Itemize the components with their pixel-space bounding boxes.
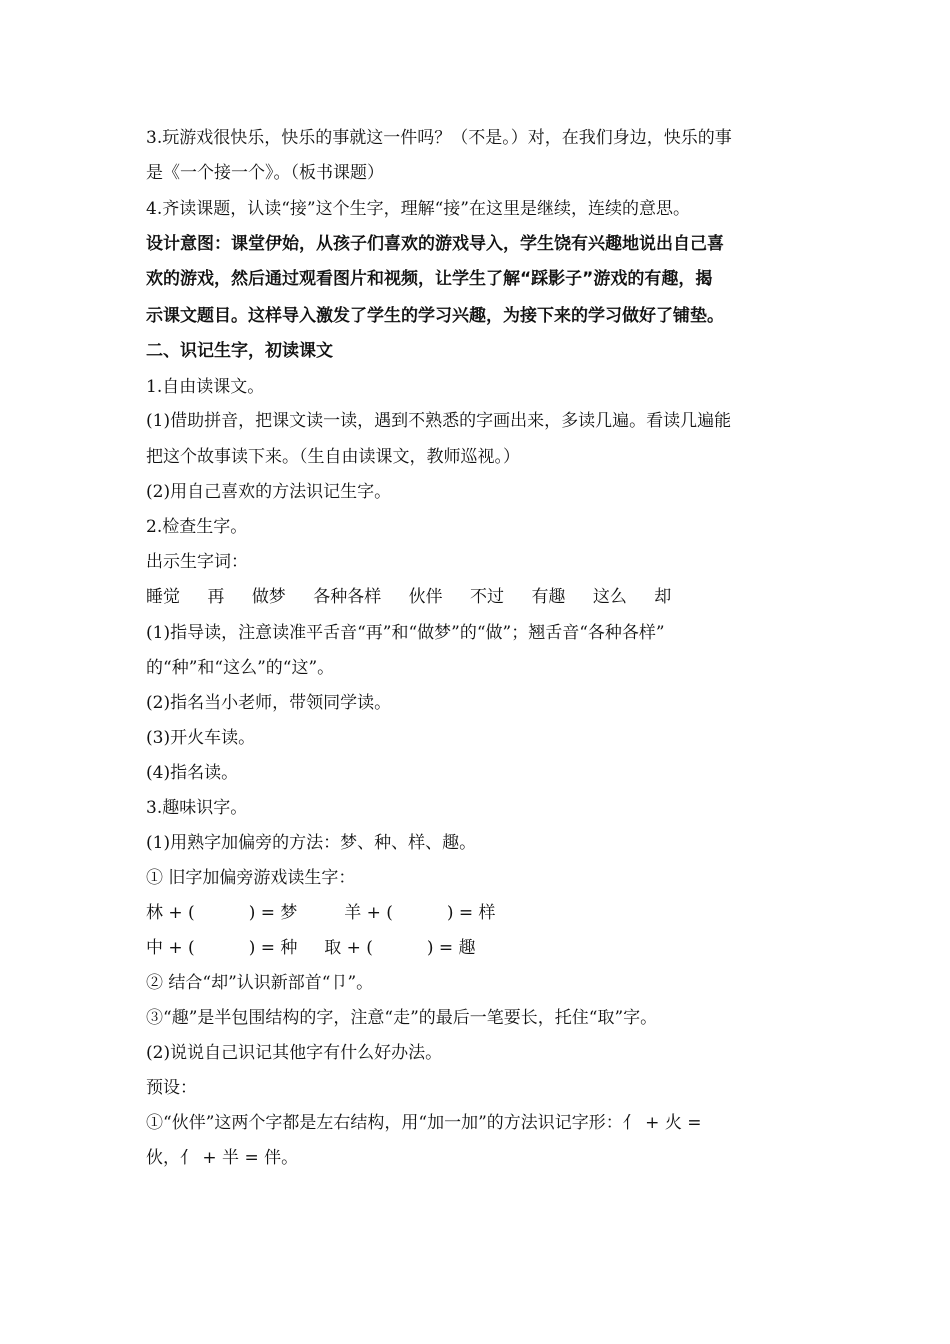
vocab-word: 再 <box>207 587 225 607</box>
equation-right: ) = 梦 <box>248 903 298 923</box>
paragraph-line: ② 结合“却”认识新部首“卩”。 <box>146 973 374 993</box>
equation-left: 取 + ( <box>324 938 373 958</box>
design-intent-line: 欢的游戏，然后通过观看图片和视频，让学生了解“踩影子”游戏的有趣，揭 <box>146 269 713 289</box>
paragraph-line: (3)开火车读。 <box>146 728 256 748</box>
paragraph-line: 3.玩游戏很快乐，快乐的事就这一件吗？（不是。）对，在我们身边，快乐的事 <box>146 128 732 148</box>
paragraph-line: 1.自由读课文。 <box>146 377 265 397</box>
vocab-word: 有趣 <box>531 587 566 607</box>
paragraph-line: 的“种”和“这么”的“这”。 <box>146 658 335 678</box>
paragraph-line: 伙，亻 + 半 = 伴。 <box>146 1148 299 1168</box>
paragraph-line: 把这个故事读下来。（生自由读课文，教师巡视。） <box>146 447 520 467</box>
vocab-word: 不过 <box>470 587 505 607</box>
equation-left: 中 + ( <box>146 938 195 958</box>
vocab-word: 伙伴 <box>408 587 443 607</box>
paragraph-line: 3.趣味识字。 <box>146 798 248 818</box>
paragraph-line: (2)说说自己识记其他字有什么好办法。 <box>146 1043 443 1063</box>
equation-left: 林 + ( <box>146 903 195 923</box>
vocab-word: 做梦 <box>251 587 286 607</box>
equation-row <box>146 902 830 924</box>
paragraph-line: ①“伙伴”这两个字都是左右结构，用“加一加”的方法识记字形：亻 + 火 = <box>146 1113 702 1133</box>
paragraph-line: 是《一个接一个》。（板书课题） <box>146 163 384 183</box>
paragraph-line: 2.检查生字。 <box>146 517 248 537</box>
paragraph-line: 出示生字词： <box>146 552 248 572</box>
vocab-word: 这么 <box>592 587 627 607</box>
vocab-word: 却 <box>654 587 672 607</box>
vocab-word: 各种各样 <box>313 587 382 607</box>
equation-right: ) = 趣 <box>426 938 476 958</box>
paragraph-line: 4.齐读课题，认读“接”这个生字，理解“接”在这里是继续，连续的意思。 <box>146 199 690 219</box>
equation-row <box>146 937 830 959</box>
equation-left: 羊 + ( <box>344 903 393 923</box>
vocab-word: 睡觉 <box>146 587 180 607</box>
paragraph-line: (1)指导读，注意读准平舌音“再”和“做梦”的“做”；翘舌音“各种各样” <box>146 623 665 643</box>
paragraph-line: (1)用熟字加偏旁的方法：梦、种、样、趣。 <box>146 833 477 853</box>
equation-right: ) = 样 <box>446 903 496 923</box>
paragraph-line: ③“趣”是半包围结构的字，注意“走”的最后一笔要长，托住“取”字。 <box>146 1008 658 1028</box>
equation-right: ) = 种 <box>248 938 298 958</box>
design-intent-line: 示课文题目。这样导入激发了学生的学习兴趣，为接下来的学习做好了铺垫。 <box>146 306 724 326</box>
section-heading: 二、识记生字，初读课文 <box>146 341 333 361</box>
paragraph-line: 预设： <box>146 1078 197 1098</box>
paragraph-line: (2)用自己喜欢的方法识记生字。 <box>146 482 392 502</box>
paragraph-line: (2)指名当小老师，带领同学读。 <box>146 693 392 713</box>
paragraph-line: (4)指名读。 <box>146 763 239 783</box>
paragraph-line: ① 旧字加偏旁游戏读生字： <box>146 868 356 888</box>
paragraph-line: (1)借助拼音，把课文读一读，遇到不熟悉的字画出来，多读几遍。看读几遍能 <box>146 411 732 431</box>
design-intent-line: 设计意图：课堂伊始，从孩子们喜欢的游戏导入，学生饶有兴趣地说出自己喜 <box>146 234 724 254</box>
vocabulary-list <box>146 586 830 608</box>
